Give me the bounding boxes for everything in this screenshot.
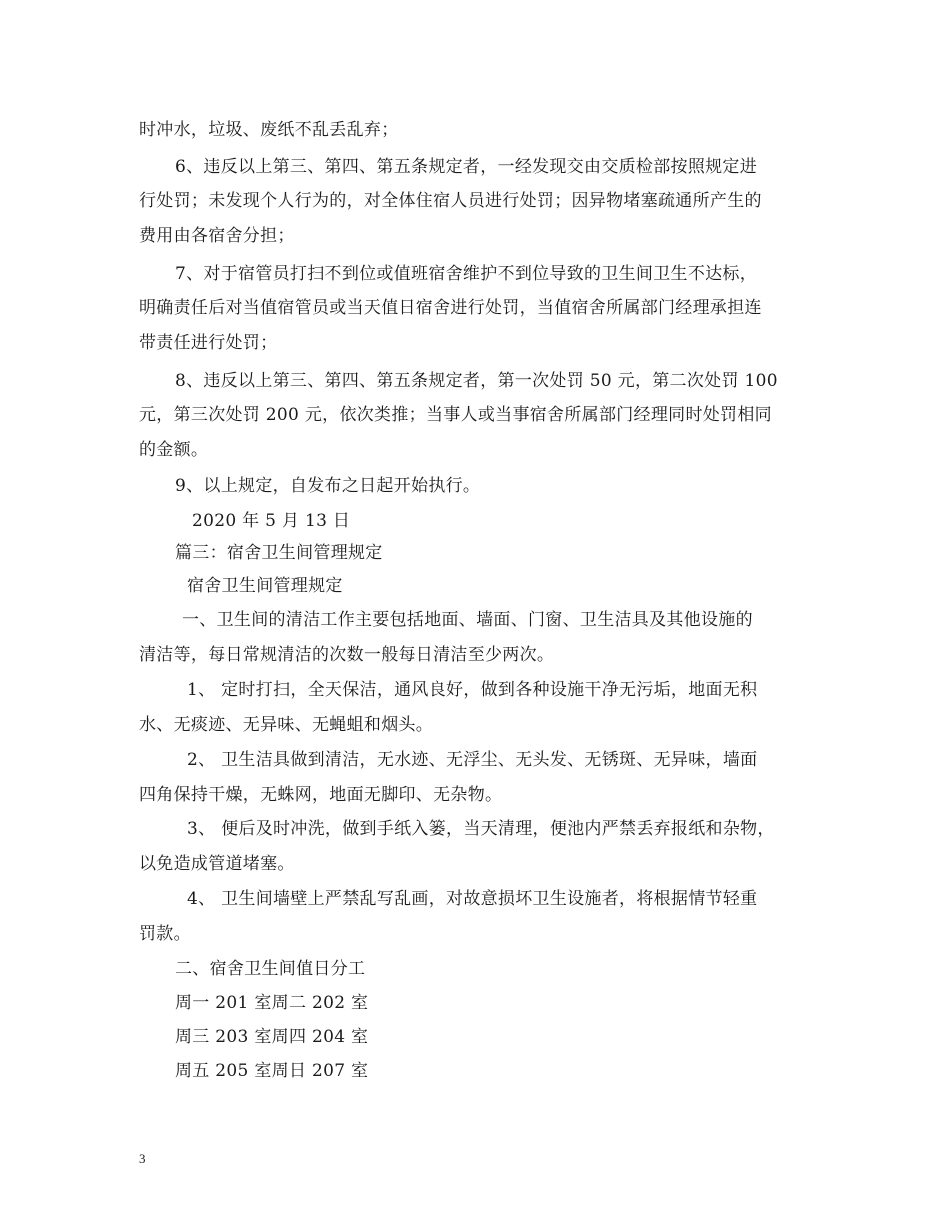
page-number: 3 bbox=[139, 1151, 146, 1166]
section-heading: 二、宿舍卫生间值日分工 bbox=[175, 959, 366, 979]
text-line: 罚款。 bbox=[139, 924, 191, 944]
text-line: 6、违反以上第三、第四、第五条规定者，一经发现交由交质检部按照规定进 bbox=[175, 157, 758, 177]
text-line: 的金额。 bbox=[139, 440, 209, 460]
text-line: 一、卫生间的清洁工作主要包括地面、墙面、门窗、卫生洁具及其他设施的 bbox=[182, 610, 753, 630]
text-line: 带责任进行处罚； bbox=[139, 333, 278, 353]
duty-schedule-line: 周一 201 室周二 202 室 bbox=[175, 993, 369, 1013]
duty-schedule-line: 周五 205 室周日 207 室 bbox=[175, 1061, 369, 1081]
text-line: 8、违反以上第三、第四、第五条规定者，第一次处罚 50 元，第二次处罚 100 bbox=[175, 371, 778, 391]
text-line: 元，第三次处罚 200 元，依次类推；当事人或当事宿舍所属部门经理同时处罚相同 bbox=[139, 405, 772, 425]
text-line: 时冲水，垃圾、废纸不乱丢乱弃； bbox=[139, 120, 399, 140]
text-line: 以免造成管道堵塞。 bbox=[139, 854, 295, 874]
text-line: 明确责任后对当值宿管员或当天值日宿舍进行处罚，当值宿舍所属部门经理承担连 bbox=[139, 298, 762, 318]
text-line: 水、无痰迹、无异味、无蝇蛆和烟头。 bbox=[139, 715, 434, 735]
text-line: 3、 便后及时冲洗，做到手纸入篓，当天清理，便池内严禁丢弃报纸和杂物， bbox=[187, 819, 775, 839]
text-line: 费用由各宿舍分担； bbox=[139, 226, 295, 246]
text-line: 7、对于宿管员打扫不到位或值班宿舍维护不到位导致的卫生间卫生不达标， bbox=[175, 264, 758, 284]
text-line: 4、 卫生间墙壁上严禁乱写乱画，对故意损坏卫生设施者，将根据情节轻重 bbox=[187, 889, 758, 909]
duty-schedule-line: 周三 203 室周四 204 室 bbox=[175, 1027, 369, 1047]
text-line: 四角保持干燥，无蛛网，地面无脚印、无杂物。 bbox=[139, 785, 503, 805]
text-line: 行处罚；未发现个人行为的，对全体住宿人员进行处罚；因异物堵塞疏通所产生的 bbox=[139, 191, 762, 211]
text-line: 清洁等，每日常规清洁的次数一般每日清洁至少两次。 bbox=[139, 645, 555, 665]
text-line: 1、 定时打扫，全天保洁，通风良好，做到各种设施干净无污垢，地面无积 bbox=[187, 680, 758, 700]
text-line: 2、 卫生洁具做到清洁，无水迹、无浮尘、无头发、无锈斑、无异味，墙面 bbox=[187, 750, 758, 770]
date-line: 2020 年 5 月 13 日 bbox=[192, 511, 351, 531]
section-heading: 篇三：宿舍卫生间管理规定 bbox=[175, 543, 383, 563]
text-line: 9、以上规定，自发布之日起开始执行。 bbox=[175, 476, 481, 496]
document-title: 宿舍卫生间管理规定 bbox=[187, 576, 343, 596]
